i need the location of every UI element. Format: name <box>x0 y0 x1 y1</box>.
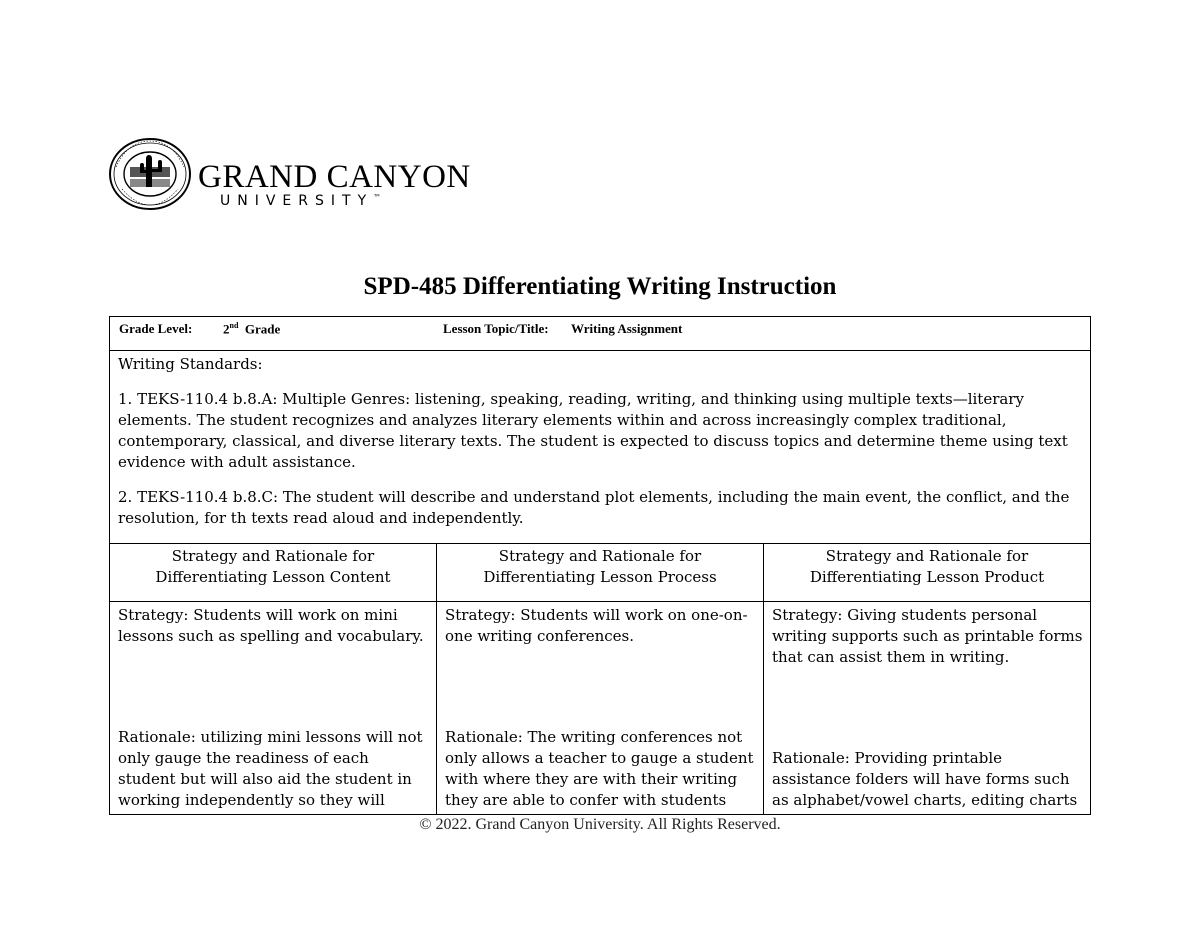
standard-item-1: 1. TEKS-110.4 b.8.A: Multiple Genres: listening, speaking, reading, writing, and thinking using multiple texts—literary elements. The student recognizes and analyzes literary elements within and across increasingly complex traditional, contemporary, classical, and diverse literary texts. The student is expected to discuss topics and determine theme using text evidence with adult assistance. <box>118 390 1068 471</box>
process-column-heading: Strategy and Rationale for Differentiating Lesson Process <box>437 544 763 602</box>
process-column-body <box>437 602 763 814</box>
university-logo <box>108 137 488 211</box>
product-column-body <box>764 602 1090 814</box>
content-column-body <box>110 602 436 814</box>
strategy-grid <box>110 544 1090 814</box>
document-title: SPD-485 Differentiating Writing Instruction <box>363 273 837 300</box>
product-column <box>763 544 1090 814</box>
lesson-topic-label: Lesson Topic/Title: <box>443 321 549 336</box>
content-column-heading: Strategy and Rationale for Differentiating Lesson Content <box>110 544 436 602</box>
content-column <box>110 544 436 814</box>
logo-subword: UNIVERSITY™ <box>220 193 382 209</box>
process-strategy-text: Strategy: Students will work on one-on-one writing conferences. <box>445 606 748 645</box>
product-rationale-text: Rationale: Providing printable assistance folders will have forms such as alphabet/vowel charts, editing charts <box>772 749 1078 809</box>
standards-heading: Writing Standards: <box>118 355 263 373</box>
grade-topic-row <box>110 317 1090 351</box>
process-column <box>436 544 763 814</box>
university-seal-icon <box>108 137 192 211</box>
product-strategy-text: Strategy: Giving students personal writing supports such as printable forms that can assist them in writing. <box>772 606 1083 666</box>
lesson-topic-value: Writing Assignment <box>571 321 683 336</box>
grade-level-value: 2nd Grade <box>223 321 281 337</box>
product-column-heading: Strategy and Rationale for Differentiating Lesson Product <box>764 544 1090 602</box>
writing-standards-section <box>110 351 1090 544</box>
standard-item-2: 2. TEKS-110.4 b.8.C: The student will describe and understand plot elements, including the main event, the conflict, and the resolution, for th texts read aloud and independently. <box>118 488 1070 527</box>
content-strategy-text: Strategy: Students will work on mini lessons such as spelling and vocabulary. <box>118 606 424 645</box>
content-rationale-text: Rationale: utilizing mini lessons will not only gauge the readiness of each student but will also aid the student in working independently so they will <box>118 728 423 809</box>
process-rationale-text: Rationale: The writing conferences not only allows a teacher to gauge a student with where they are with their writing they are able to confer with students <box>445 728 754 809</box>
copyright-footer: © 2022. Grand Canyon University. All Rights Reserved. <box>419 816 781 833</box>
logo-wordmark: GRAND CANYON <box>198 159 471 195</box>
lesson-table <box>109 316 1091 815</box>
grade-level-label: Grade Level: <box>119 321 193 336</box>
